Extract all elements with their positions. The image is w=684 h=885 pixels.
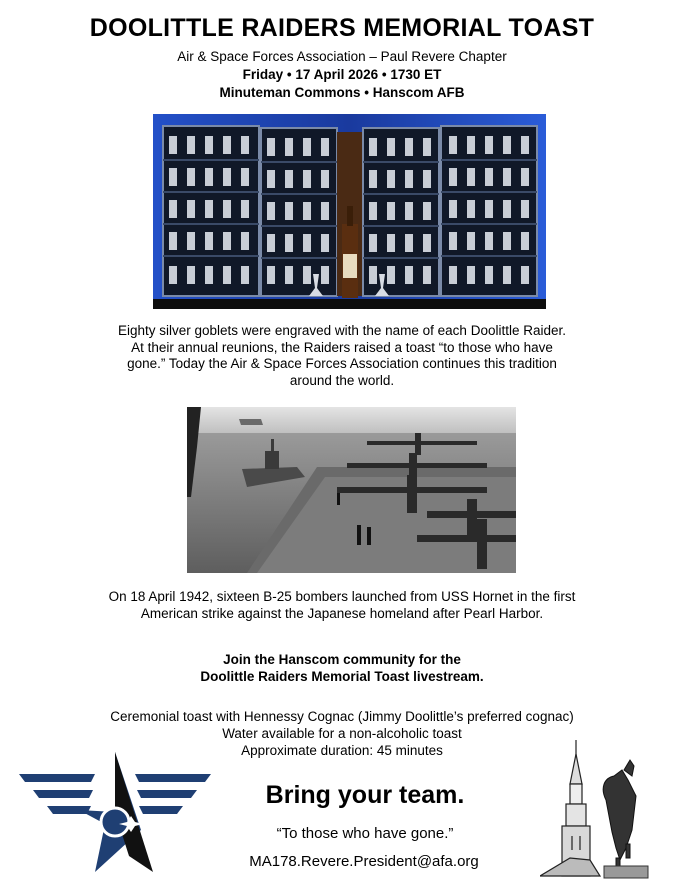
toast-quote: “To those who have gone.”	[276, 825, 454, 842]
location-line: Minuteman Commons • Hanscom AFB	[219, 85, 465, 100]
invite-line-1: Join the Hanscom community for the	[223, 652, 461, 667]
goblets-line-3: gone.” Today the Air & Space Forces Association continues this tradition	[127, 356, 557, 371]
detail-line-duration: Approximate duration: 45 minutes	[241, 743, 443, 758]
organization-line: Air & Space Forces Association – Paul Revere Chapter	[177, 49, 507, 64]
goblets-display-photo	[153, 114, 546, 309]
goblets-paragraph	[90, 323, 594, 389]
detail-line-water: Water available for a non-alcoholic toast	[222, 726, 462, 741]
contact-email-link[interactable]: MA178.Revere.President@afa.org	[249, 853, 479, 870]
bring-your-team-heading: Bring your team.	[265, 781, 465, 809]
afa-wings-star-logo	[19, 752, 211, 874]
history-paragraph	[60, 589, 624, 622]
goblets-line-1: Eighty silver goblets were engraved with the name of each Doolittle Raider.	[118, 323, 566, 338]
page-title: DOOLITTLE RAIDERS MEMORIAL TOAST	[89, 14, 595, 42]
paul-revere-church-illustration	[540, 740, 668, 880]
history-line-1: On 18 April 1942, sixteen B-25 bombers launched from USS Hornet in the first	[108, 589, 576, 604]
goblets-line-4: around the world.	[289, 372, 395, 388]
date-time-line: Friday • 17 April 2026 • 1730 ET	[242, 67, 442, 82]
invite-line-2: Doolittle Raiders Memorial Toast livestream.	[200, 669, 484, 684]
goblets-line-2: At their annual reunions, the Raiders raised a toast “to those who have	[131, 339, 553, 355]
history-line-2: American strike against the Japanese homeland after Pearl Harbor.	[140, 605, 544, 621]
uss-hornet-photo	[187, 407, 516, 573]
detail-line-cognac: Ceremonial toast with Hennessy Cognac (Jimmy Doolittle’s preferred cognac)	[110, 709, 574, 724]
